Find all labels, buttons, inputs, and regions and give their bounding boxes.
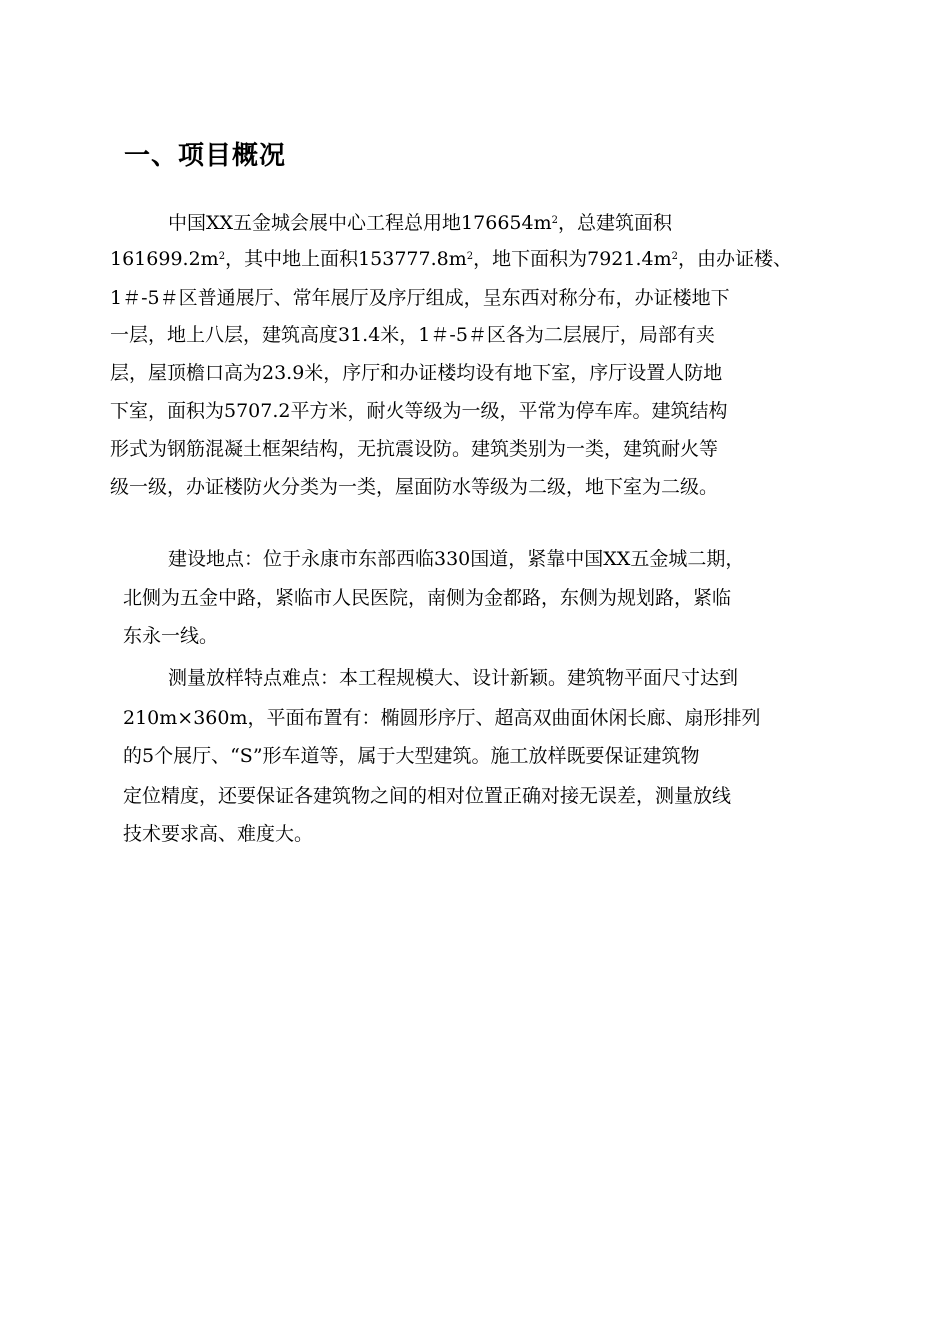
superscript-two: 2 xyxy=(551,215,558,226)
overview-line-5: 层，屋顶檐口高为23.9米，序厅和办证楼均设有地下室，序厅设置人防地 xyxy=(110,362,723,384)
difficulty-line-1: 测量放样特点难点：本工程规模大、设计新颖。建筑物平面尺寸达到 xyxy=(168,667,739,689)
superscript-two: 2 xyxy=(218,251,226,262)
overview-line-1: 中国XX五金城会展中心工程总用地$176654m^2$，总建筑面积 xyxy=(168,212,672,234)
location-line-2: 北侧为五金中路，紧临市人民医院，南侧为金都路，东侧为规划路，紧临 xyxy=(123,587,732,609)
overview-line-7: 形式为钢筋混凝土框架结构，无抗震设防。建筑类别为一类，建筑耐火等 xyxy=(110,438,719,460)
difficulty-line-4: 定位精度，还要保证各建筑物之间的相对位置正确对接无误差，测量放线 xyxy=(123,785,732,807)
overview-line-2: $161699.2m^2$，其中地上面积$153777.8m^2$，地下面积为$7921.4m^2$，由办证楼、 xyxy=(110,248,793,270)
overview-line-8: 级一级，办证楼防火分类为一类，屋面防水等级为二级，地下室为二级。 xyxy=(110,476,719,498)
superscript-two: 2 xyxy=(466,251,474,262)
difficulty-line-3: 的5个展厅、“S”形车道等，属于大型建筑。施工放样既要保证建筑物 xyxy=(123,745,700,767)
overview-line-4: 一层，地上八层，建筑高度31.4米，1＃-5＃区各为二层展厅，局部有夹 xyxy=(110,324,715,346)
difficulty-line-2: 210m×360m，平面布置有：椭圆形序厅、超高双曲面休闲长廊、扇形排列 xyxy=(123,707,761,729)
location-line-1: 建设地点：位于永康市东部西临330国道，紧靠中国XX五金城二期， xyxy=(168,548,745,570)
section-heading: 一、项目概况 xyxy=(124,141,287,171)
overview-line-3: 1＃-5＃区普通展厅、常年展厅及序厅组成，呈东西对称分布，办证楼地下 xyxy=(110,287,730,309)
difficulty-line-5: 技术要求高、难度大。 xyxy=(123,823,314,845)
superscript-two: 2 xyxy=(671,251,678,262)
location-line-3: 东永一线。 xyxy=(123,625,219,647)
overview-line-6: 下室，面积为5707.2平方米，耐火等级为一级，平常为停车库。建筑结构 xyxy=(110,400,728,422)
